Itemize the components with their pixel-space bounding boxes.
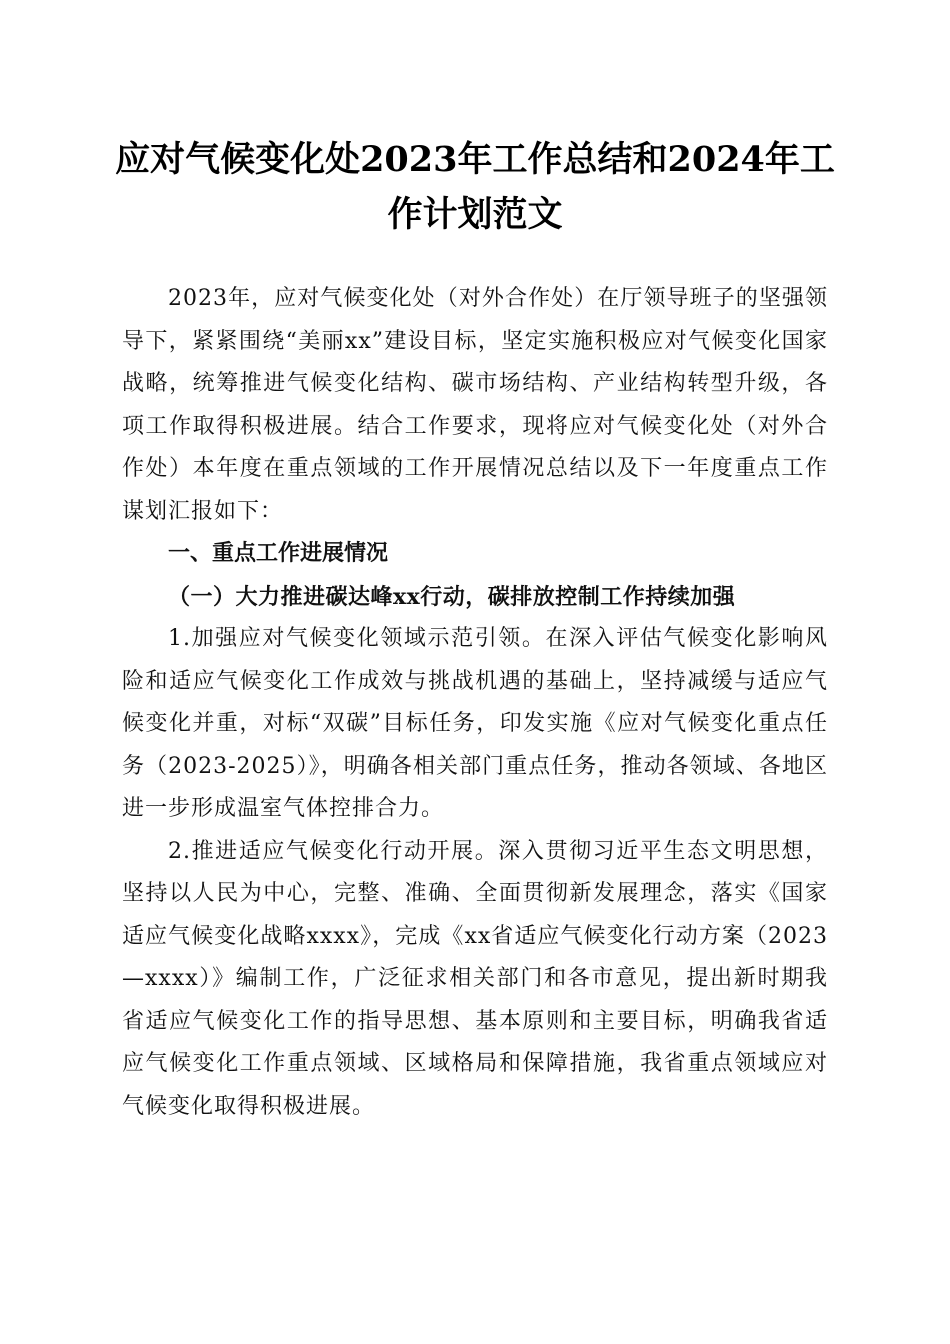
document-title-line-1: 应对气候变化处2023年工作总结和2024年工 — [115, 139, 835, 180]
document-title-line-2: 作计划范文 — [387, 194, 563, 235]
intro-paragraph: 2023年，应对气候变化处（对外合作处）在厅领导班子的坚强领导下，紧紧围绕“美丽xx”建设目标，坚定实施积极应对气候变化国家战略，统筹推进气候变化结构、碳市场结构、产业结构转型升级，各项工作取得积极进展。结合工作要求，现将应对气候变化处（对外合作处）本年度在重点领域的工作开展情况总结以及下一年度重点工作谋划汇报如下： — [122, 286, 828, 524]
section-heading-1: 一、重点工作进展情况 — [168, 541, 389, 566]
document-title — [100, 132, 850, 242]
subsection-heading-1: （一）大力推进碳达峰xx行动，碳排放控制工作持续加强 — [168, 583, 736, 610]
item-paragraph-2: 2.推进适应气候变化行动开展。深入贯彻习近平生态文明思想，坚持以人民为中心，完整、准确、全面贯彻新发展理念，落实《国家适应气候变化战略xxxx》，完成《xx省适应气候变化行动方案（2023—xxxx）》编制工作，广泛征求相关部门和各市意见，提出新时期我省适应气候变化工作的指导思想、基本原则和主要目标，明确我省适应气候变化工作重点领域、区域格局和保障措施，我省重点领域应对气候变化取得积极进展。 — [122, 838, 828, 1119]
document-body — [122, 278, 828, 1128]
item-paragraph-1: 1.加强应对气候变化领域示范引领。在深入评估气候变化影响风险和适应气候变化工作成效与挑战机遇的基础上，坚持减缓与适应气候变化并重，对标“双碳”目标任务，印发实施《应对气候变化重点任务（2023-2025）》，明确各相关部门重点任务，推动各领域、各地区进一步形成温室气体控排合力。 — [122, 626, 828, 821]
